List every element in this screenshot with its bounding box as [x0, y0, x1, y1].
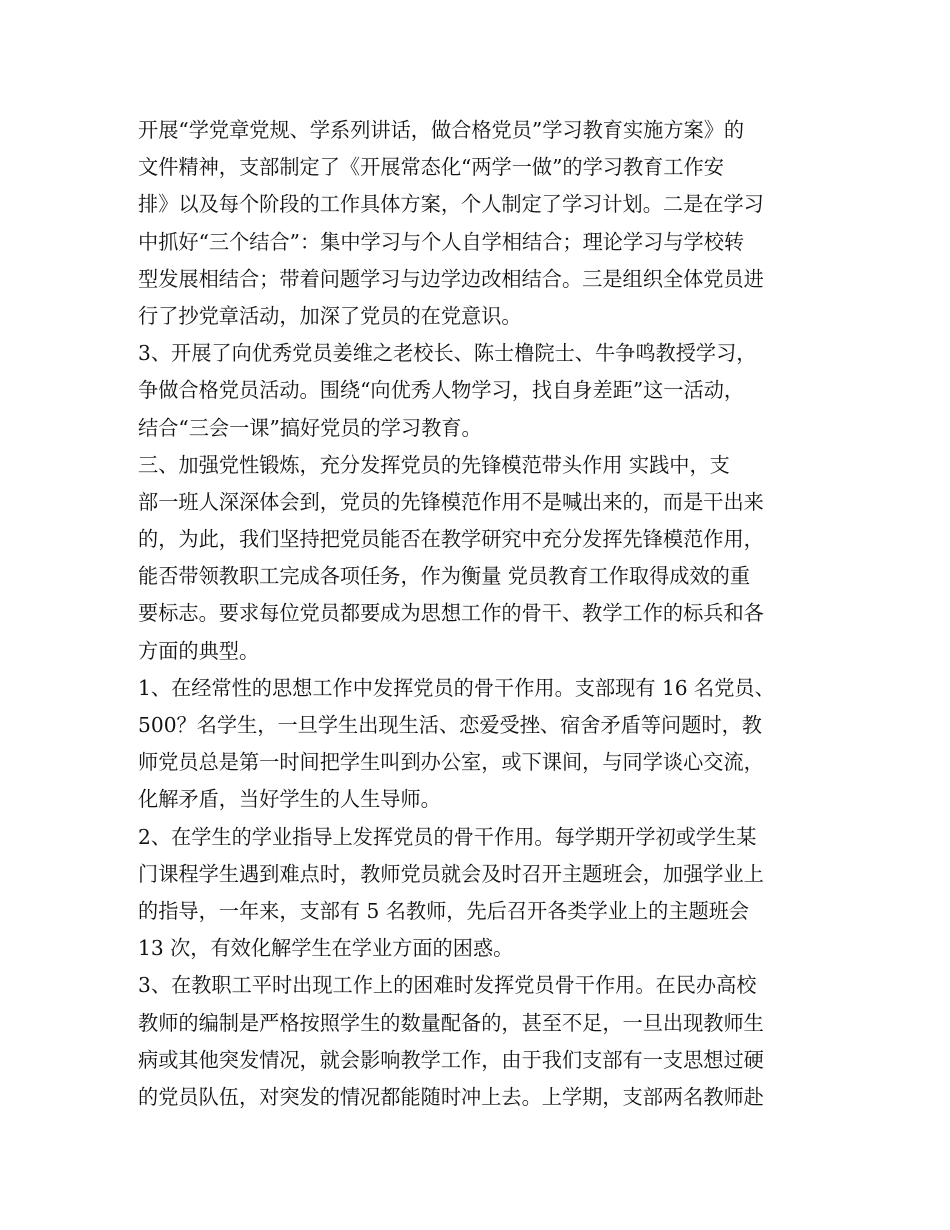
document-body	[138, 112, 838, 1116]
text-line: 能否带领教职工完成各项任务，作为衡量 党员教育工作取得成效的重	[138, 564, 751, 589]
text-line: 500？名学生，一旦学生出现生活、恋爱受挫、宿舍矛盾等问题时，教	[138, 713, 762, 737]
text-line: 行了抄党章活动，加深了党员的在党意识。	[138, 303, 522, 328]
text-line: 争做合格党员活动。围绕“向优秀人物学习，找自身差距”这一活动，	[138, 378, 745, 403]
text-line: 师党员总是第一时间把学生叫到办公室，或下课间，与同学谈心交流，	[138, 750, 764, 775]
text-line: 方面的典型。	[138, 638, 260, 663]
text-line: 的指导，一年来，支部有 5 名教师，先后召开各类学业上的主题班会	[138, 898, 750, 923]
text-line: 化解矛盾，当好学生的人生导师。	[138, 787, 441, 812]
text-line: 结合“三会一课”搞好党员的学习教育。	[138, 415, 482, 440]
text-line: 部一班人深深体会到，党员的先锋模范作用不是喊出来的，而是干出来	[138, 489, 764, 514]
text-line: 2、在学生的学业指导上发挥党员的骨干作用。每学期开学初或学生某	[138, 824, 757, 849]
text-line: 的，为此，我们坚持把党员能否在教学研究中充分发挥先锋模范作用，	[138, 527, 764, 552]
text-line: 要标志。要求每位党员都要成为思想工作的骨干、教学工作的标兵和各	[138, 601, 764, 626]
text-line: 的党员队伍，对突发的情况都能随时冲上去。上学期，支部两名教师赴	[138, 1084, 764, 1109]
text-line: 13 次，有效化解学生在学业方面的困惑。	[138, 936, 514, 961]
text-line: 3、在教职工平时出现工作上的困难时发挥党员骨干作用。在民办高校	[138, 973, 757, 998]
text-line: 1、在经常性的思想工作中发挥党员的骨干作用。支部现有 16 名党员、	[138, 675, 775, 700]
text-line: 三、加强党性锻炼，充分发挥党员的先锋模范带头作用 实践中，支	[138, 452, 730, 477]
text-line: 中抓好“三个结合”：集中学习与个人自学相结合；理论学习与学校转	[138, 229, 745, 254]
text-line: 门课程学生遇到难点时，教师党员就会及时召开主题班会，加强学业上	[138, 861, 764, 886]
text-line: 开展“学党章党规、学系列讲话，做合格党员”学习教育实施方案》的	[138, 118, 745, 142]
text-line: 排》以及每个阶段的工作具体方案，个人制定了学习计划。二是在学习	[138, 192, 764, 217]
text-line: 文件精神，支部制定了《开展常态化“两学一做”的学习教育工作安	[138, 155, 724, 180]
text-line: 型发展相结合；带着问题学习与边学边改相结合。三是组织全体党员进	[138, 266, 764, 291]
text-line: 病或其他突发情况，就会影响教学工作，由于我们支部有一支思想过硬	[138, 1047, 764, 1072]
text-line: 教师的编制是严格按照学生的数量配备的，甚至不足，一旦出现教师生	[138, 1010, 764, 1035]
text-line: 3、开展了向优秀党员姜维之老校长、陈士橹院士、牛争鸣教授学习，	[138, 341, 757, 366]
